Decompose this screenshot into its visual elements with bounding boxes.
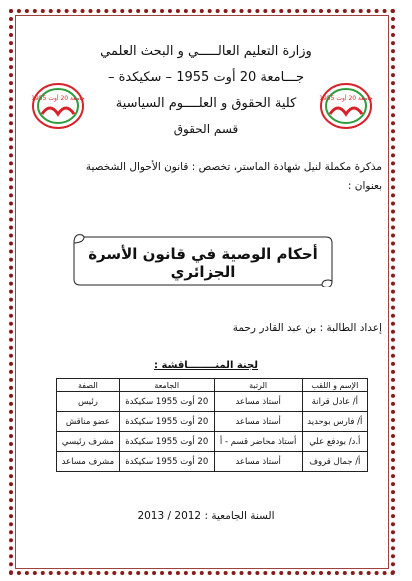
jury-role: عضو مناقش bbox=[57, 412, 120, 432]
thesis-title: أحكام الوصية في قانون الأسرة الجزائري bbox=[88, 245, 318, 281]
intro-line-2: بعنوان : bbox=[347, 180, 382, 192]
table-row bbox=[57, 452, 368, 472]
university-line: جـــامعة 20 أوت 1955 – سكيكدة – bbox=[107, 70, 305, 85]
table-row bbox=[57, 432, 368, 452]
jury-title: لجنة المنــــــــاقشة : bbox=[154, 360, 258, 371]
jury-header-row bbox=[57, 379, 368, 392]
jury-rank: أستاذ محاضر قسم - أ bbox=[214, 432, 302, 452]
jury-role: مشرف مساعد bbox=[57, 452, 120, 472]
jury-header-role: الصفة bbox=[57, 379, 120, 392]
faculty-line: كلية الحقوق و العلــــوم السياسية bbox=[115, 96, 297, 111]
jury-header-name: الإسم و اللقب bbox=[302, 379, 367, 392]
jury-table bbox=[56, 378, 368, 472]
ministry-line: وزارة التعليم العالـــــي و البحث العلمي bbox=[100, 44, 312, 59]
jury-name: أ/ جمال قروف bbox=[302, 452, 367, 472]
jury-university: 20 أوت 1955 سكيكدة bbox=[119, 392, 214, 412]
jury-university: 20 أوت 1955 سكيكدة bbox=[119, 432, 214, 452]
jury-university: 20 أوت 1955 سكيكدة bbox=[119, 412, 214, 432]
department-line: قسم الحقوق bbox=[173, 122, 239, 136]
jury-rank: أستاذ مساعد bbox=[214, 452, 302, 472]
jury-name: أ.د/ بودفع علي bbox=[302, 432, 367, 452]
title-scroll bbox=[72, 231, 334, 287]
jury-role: رئيس bbox=[57, 392, 120, 412]
jury-name: أ/ فارس بوحديد bbox=[302, 412, 367, 432]
table-row bbox=[57, 412, 368, 432]
logo-text-left: جامعة 20 أوت 1955 bbox=[31, 95, 85, 102]
logo-text-right: جامعة 20 أوت 1955 bbox=[319, 95, 373, 102]
jury-header-rank: الرتبة bbox=[214, 379, 302, 392]
jury-name: أ/ عادل قرانة bbox=[302, 392, 367, 412]
academic-year: السنة الجامعية : 2012 / 2013 bbox=[137, 510, 275, 522]
jury-rank: أستاذ مساعد bbox=[214, 392, 302, 412]
jury-role: مشرف رئيسي bbox=[57, 432, 120, 452]
jury-rank: أستاذ مساعد bbox=[214, 412, 302, 432]
jury-university: 20 أوت 1955 سكيكدة bbox=[119, 452, 214, 472]
jury-header-university: الجامعة bbox=[119, 379, 214, 392]
intro-line-1: مذكرة مكملة لنيل شهادة الماستر، تخصص : قانون الأحوال الشخصية bbox=[85, 161, 382, 173]
table-row bbox=[57, 392, 368, 412]
prepared-by: إعداد الطالبة : بن عبد القادر رحمة bbox=[232, 322, 382, 334]
